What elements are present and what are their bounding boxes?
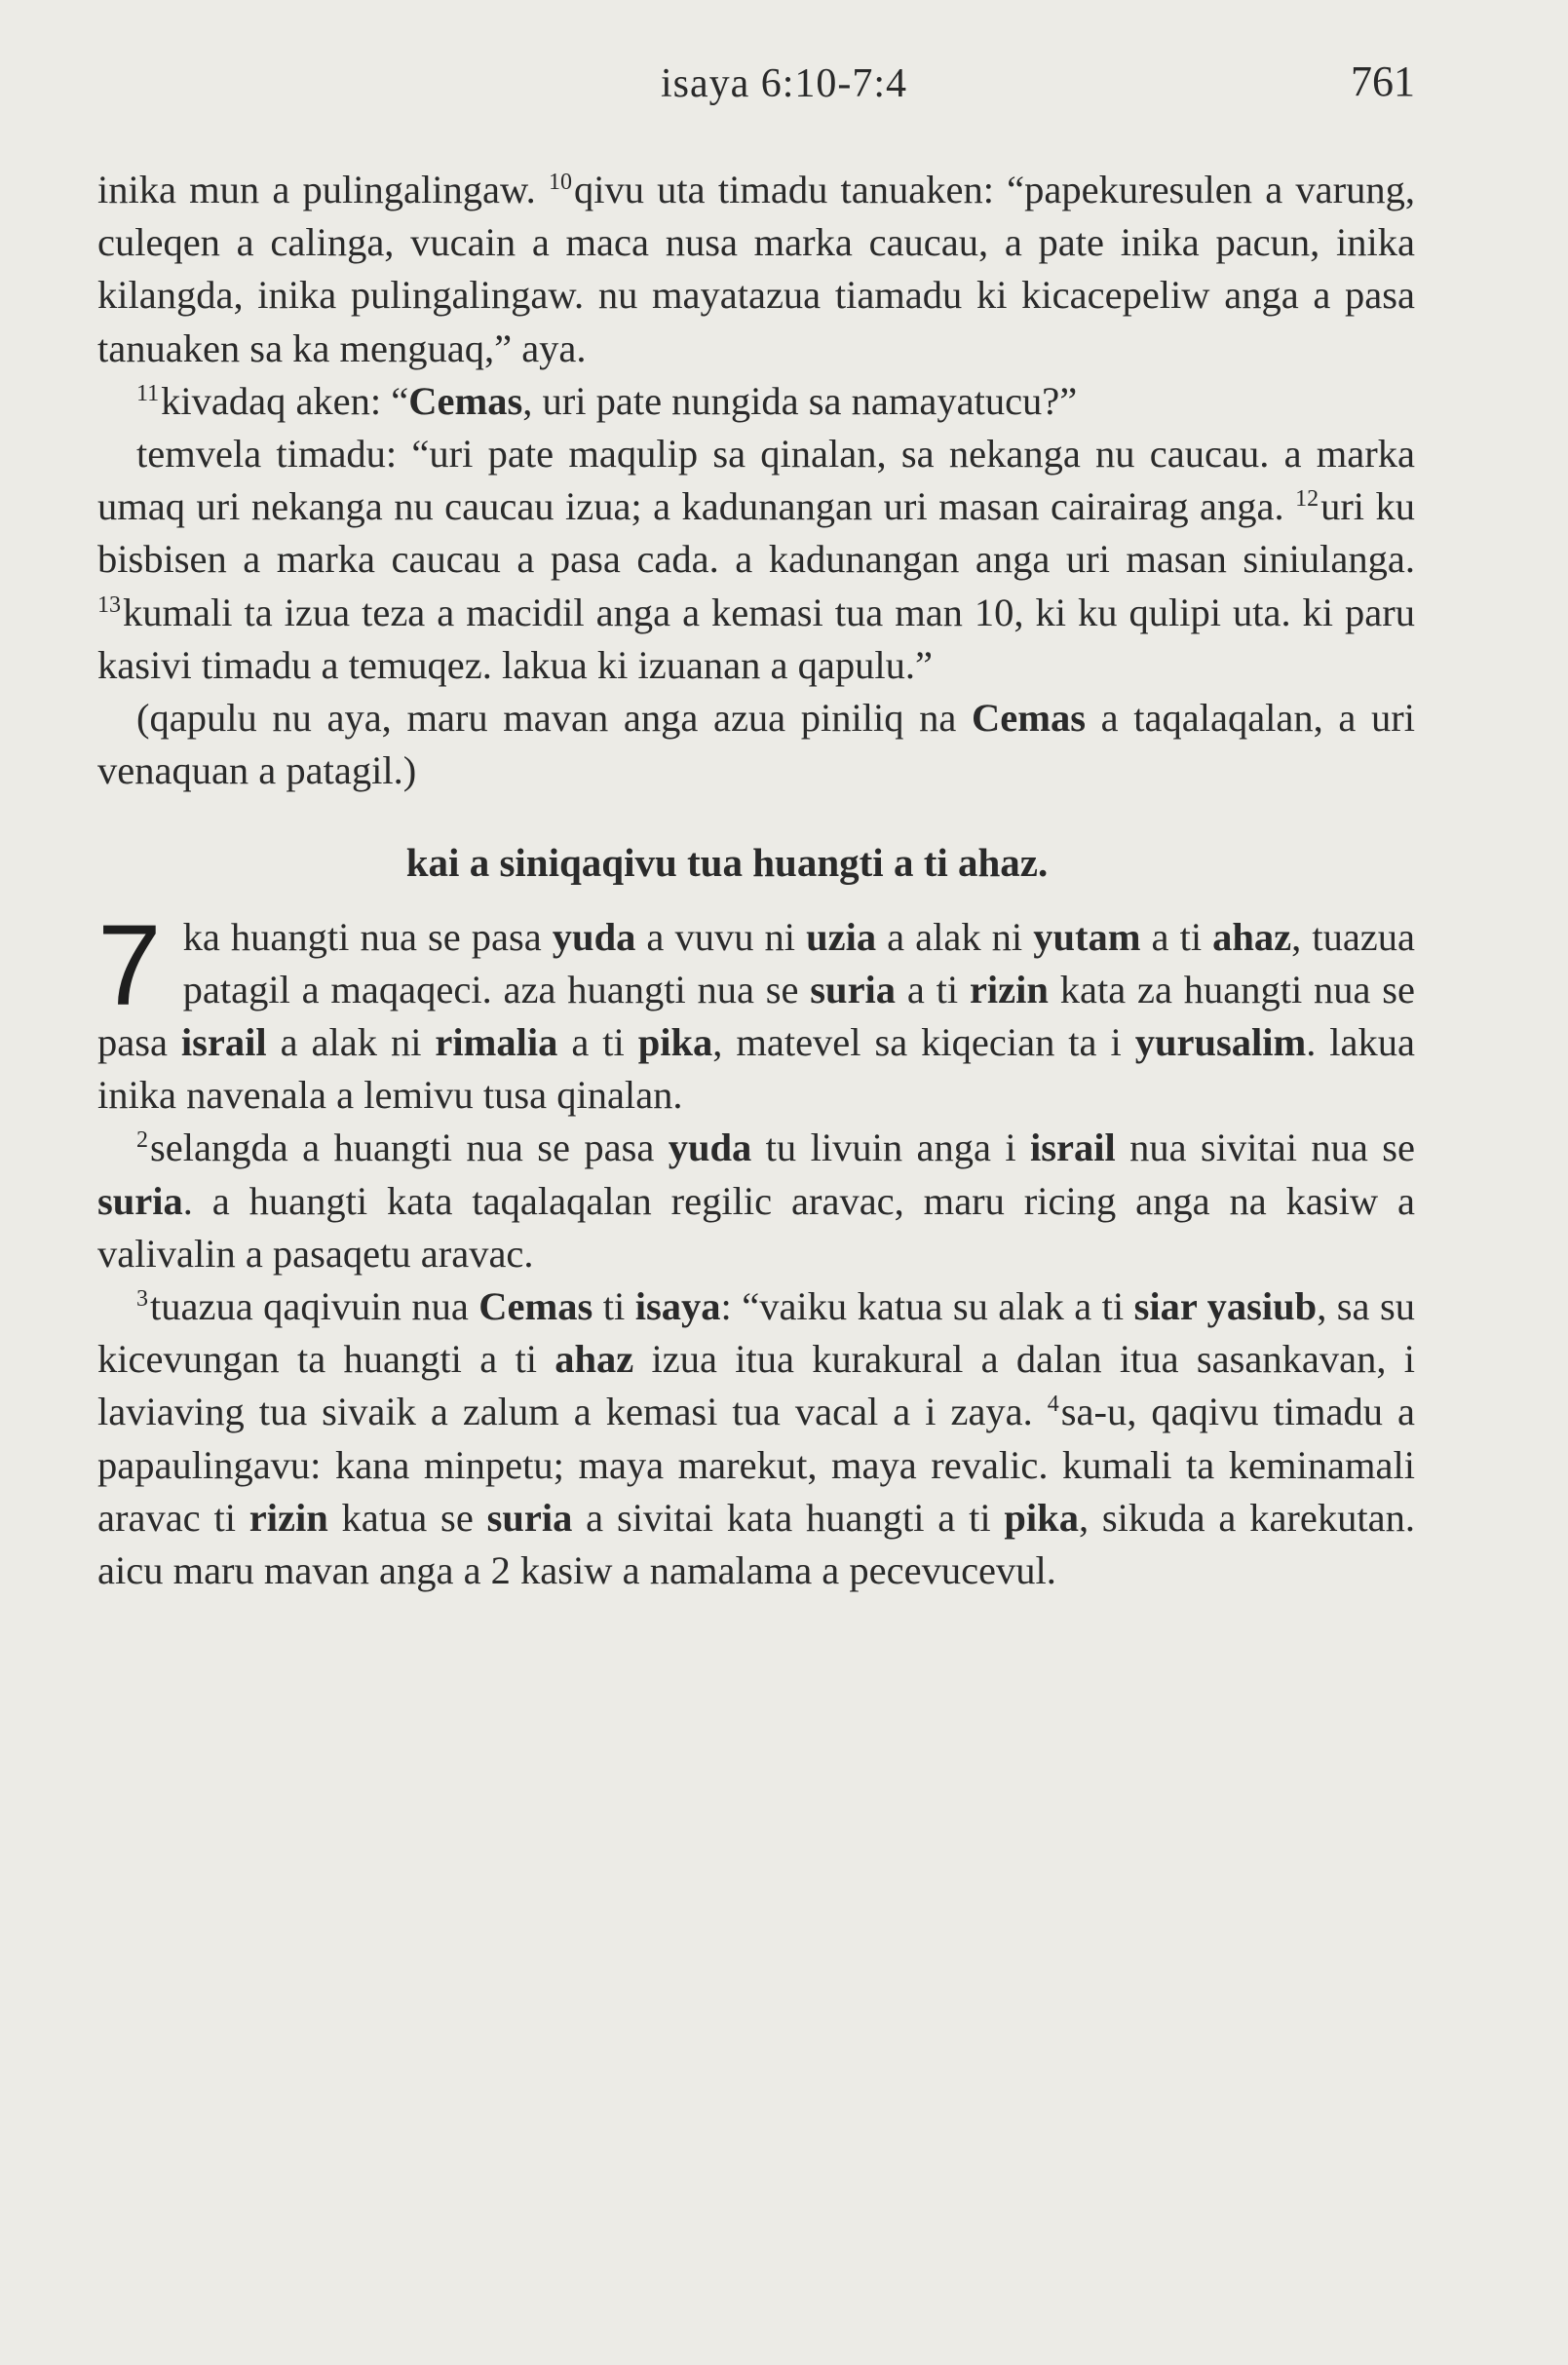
paragraph: $^2$selangda a huangti nua se pasa yuda tu livuin anga i israil nua sivitai nua se suria. a huangti kata taqalaqalan regilic aravac, maru ricing anga na kasiw a valivalin a pasaqetu aravac. (97, 1125, 1416, 1276)
section-heading: kai a siniqaqivu tua huangti a ti ahaz. (405, 840, 1049, 886)
page-number: 761 (1351, 57, 1415, 105)
verse-number: 4 (1047, 1392, 1059, 1418)
verse-number: 11 (136, 380, 160, 406)
running-header: isaya 6:10-7:4 (660, 61, 908, 106)
paragraph: inika mun a pulingalingaw. $^{10}$qivu uta timadu tanuaken: “papekuresulen a varung, culeqen a calinga, vucain a maca nusa marka caucau, a pate inika pacun, inika kilangda, inika pulingalingaw. nu mayatazua tiamadu ki kicacepeliw anga a pasa tanuaken sa ka menguaq,” aya. (97, 168, 1415, 370)
verse-number: 12 (1295, 486, 1319, 513)
paragraph: 7 ka huangti nua se pasa yuda a vuvu ni uzia a alak ni yutam a ti ahaz, tuazua patagil a maqaqeci. aza huangti nua se suria a ti rizin kata za huangti nua se pasa israil a alak ni rimalia a ti pika, matevel sa kiqecian ta i yurusalim. lakua inika navenala a lemivu tusa qinalan. (97, 900, 1415, 1118)
paragraph: temvela timadu: “uri pate maqulip sa qinalan, sa nekanga nu caucau. a marka umaq uri nekanga nu caucau izua; a kadunangan uri masan cairairag anga. $^{12}$uri ku bisbisen a marka caucau a pasa cada. a kadunangan anga uri masan siniulanga. $^{13}$kumali ta izua teza a macidil anga a kemasi tua man 10, ki ku qulipi uta. ki paru kasivi timadu a temuqez. lakua ki izuanan a qapulu.” (97, 432, 1415, 687)
paragraph: $^{11}$kivadaq aken: “Cemas, uri pate nungida sa namayatucu?” (136, 378, 1078, 423)
verse-number: 2 (136, 1127, 148, 1154)
text-body (97, 164, 1415, 1597)
paragraph: $^3$tuazua qaqivuin nua Cemas ti isaya: “vaiku katua su alak a ti siar yasiub, sa su kicevungan ta huangti a ti ahaz izua itua kurakural a dalan itua sasankavan, i laviaving tua sivaik a zalum a kemasi tua vacal a i zaya. $^4$sa-u, qaqivu timadu a papaulingavu: kana minpetu; maya marekut, maya revalic. kumali ta keminamali aravac ti rizin katua se suria a sivitai kata huangti a ti pika, sikuda a karekutan. aicu maru mavan anga a 2 kasiw a namalama a pecevucevul. (97, 1284, 1415, 1593)
verse-number: 10 (548, 170, 572, 195)
paragraph: (qapulu nu aya, maru mavan anga azua piniliq na Cemas a taqalaqalan, a uri venaquan a patagil.) (97, 696, 1416, 793)
chapter-number: 7 (97, 900, 162, 1030)
verse-number: 13 (97, 591, 121, 618)
verse-number: 3 (136, 1286, 148, 1313)
